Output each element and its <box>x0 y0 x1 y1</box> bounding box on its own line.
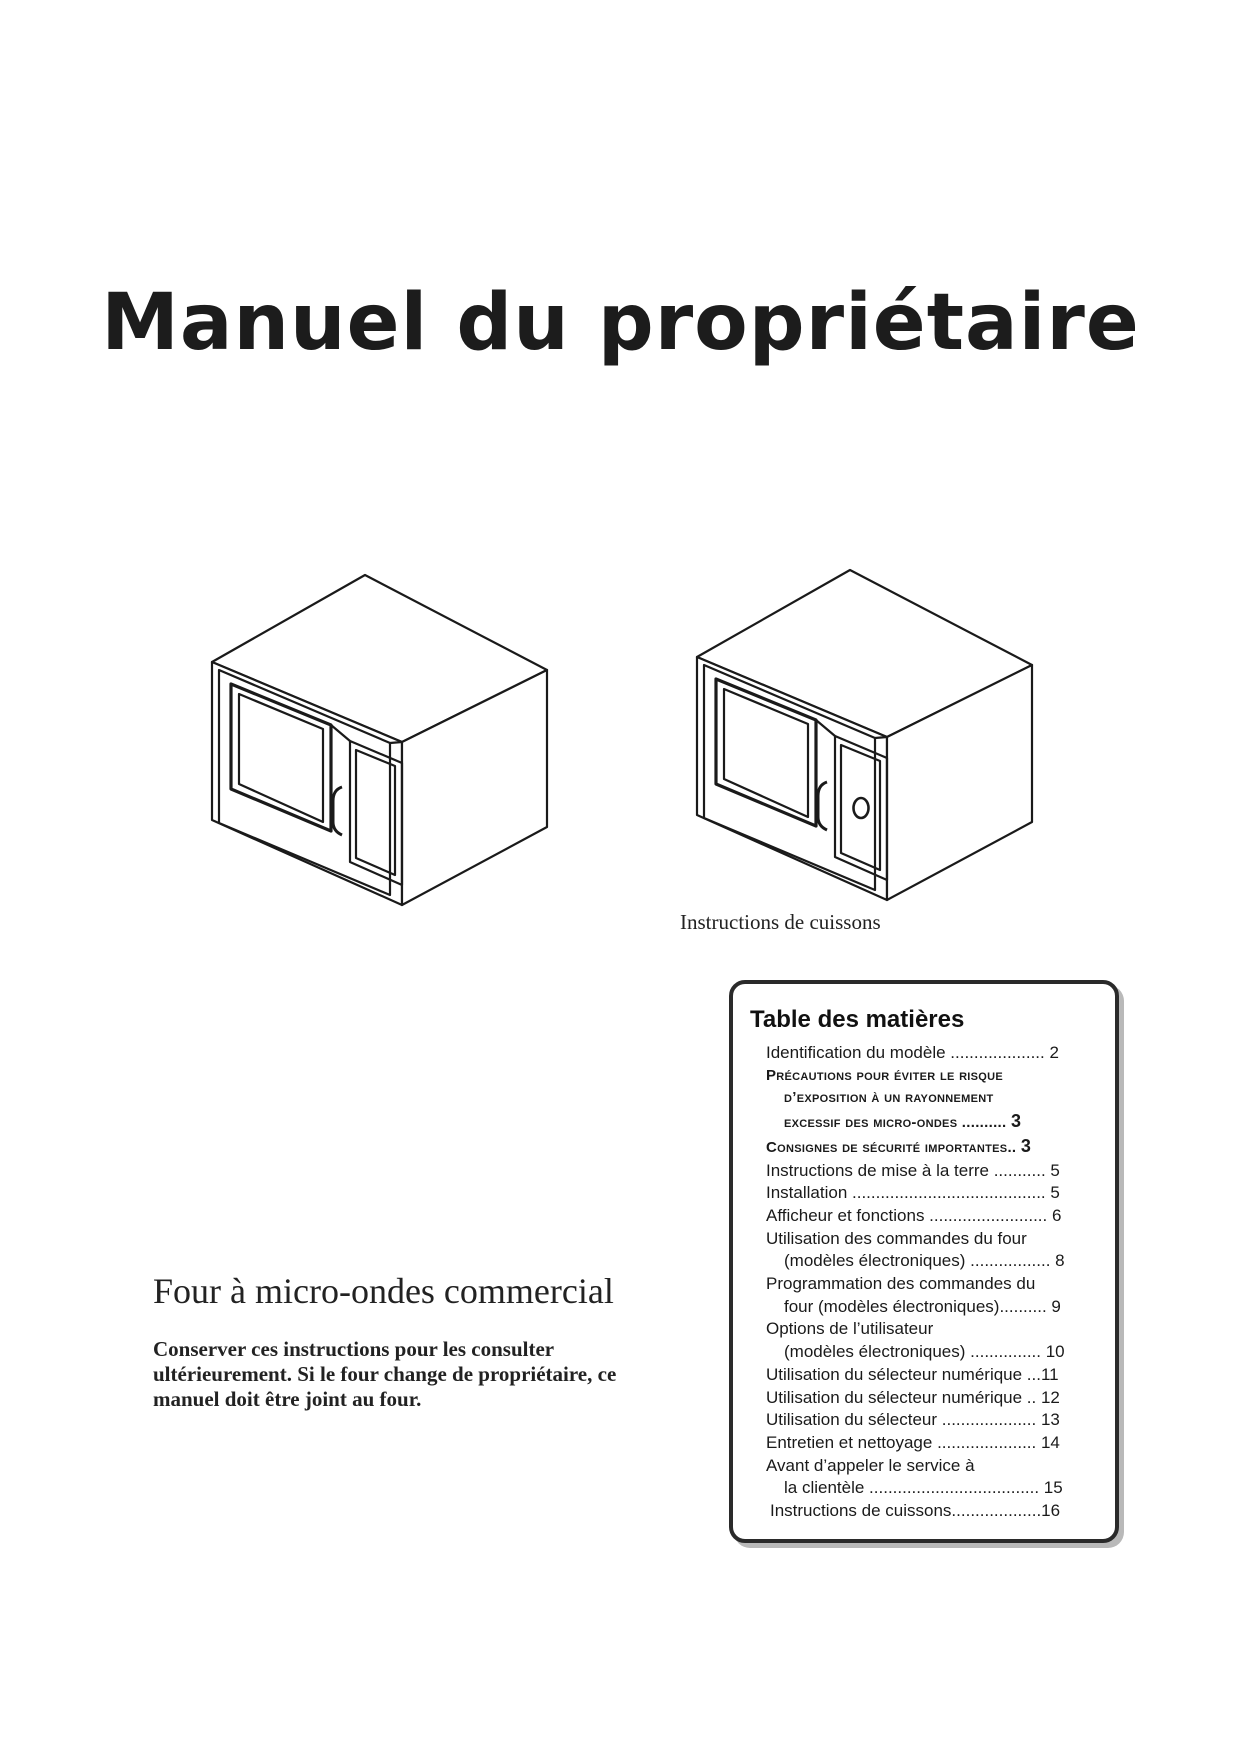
toc-entry: Avant d’appeler le service à <box>766 1455 975 1475</box>
illustration-caption: Instructions de cuissons <box>680 910 881 934</box>
ownership-notice: Conserver ces instructions pour les consulter ultérieurement. Si le four change de propriétaire, ce manuel doit être joint au four. <box>153 1337 617 1411</box>
toc-entry: four (modèles électroniques).......... 9 <box>784 1296 1061 1316</box>
toc-entry: Instructions de mise à la terre ........... 5 <box>766 1160 1060 1180</box>
toc-entry: (modèles électroniques) ................. 8 <box>784 1251 1065 1271</box>
toc-entry-text: Consignes de sécurité importantes.. <box>766 1138 1017 1156</box>
toc-entry: Utilisation du sélecteur .................... 13 <box>766 1410 1060 1430</box>
toc-entry: Utilisation du sélecteur numérique .. 12 <box>766 1387 1060 1407</box>
toc-entry <box>766 1110 1100 1135</box>
product-name: Four à micro-ondes commercial <box>153 1271 614 1311</box>
toc-entry: d’exposition à un rayonnement <box>784 1089 994 1107</box>
toc-list <box>766 1042 1100 1523</box>
toc-entry: Utilisation du sélecteur numérique ...11 <box>766 1364 1059 1384</box>
toc-entry: (modèles électroniques) ............... 10 <box>784 1342 1065 1362</box>
toc-page-number: 3 <box>1020 1135 1032 1156</box>
toc-entry: la clientèle .................................... 15 <box>784 1478 1063 1498</box>
toc-entry: Entretien et nettoyage ..................... 14 <box>766 1432 1060 1452</box>
toc-entry: Utilisation des commandes du four <box>766 1228 1027 1248</box>
toc-entry <box>766 1135 1100 1160</box>
toc-entry: Afficheur et fonctions ......................... 6 <box>766 1205 1062 1225</box>
page-title: Manuel du propriétaire <box>101 278 1140 368</box>
toc-entry: Installation ......................................... 5 <box>766 1183 1060 1203</box>
toc-entry: Instructions de cuissons...................16 <box>770 1501 1061 1521</box>
toc-entry: Options de l’utilisateur <box>766 1319 934 1339</box>
table-of-contents <box>729 980 1119 1543</box>
toc-entry: Identification du modèle .................... 2 <box>766 1043 1059 1062</box>
toc-entry-text: excessif des micro-ondes .......... <box>784 1114 1007 1132</box>
toc-entry: Précautions pour éviter le risque <box>766 1066 1004 1084</box>
toc-page-number: 3 <box>1010 1111 1022 1132</box>
microwave-oven-illustration-left <box>205 565 555 910</box>
toc-entry: Programmation des commandes du <box>766 1274 1036 1294</box>
toc-title: Table des matières <box>750 1006 965 1033</box>
microwave-oven-illustration-right <box>690 565 1040 910</box>
